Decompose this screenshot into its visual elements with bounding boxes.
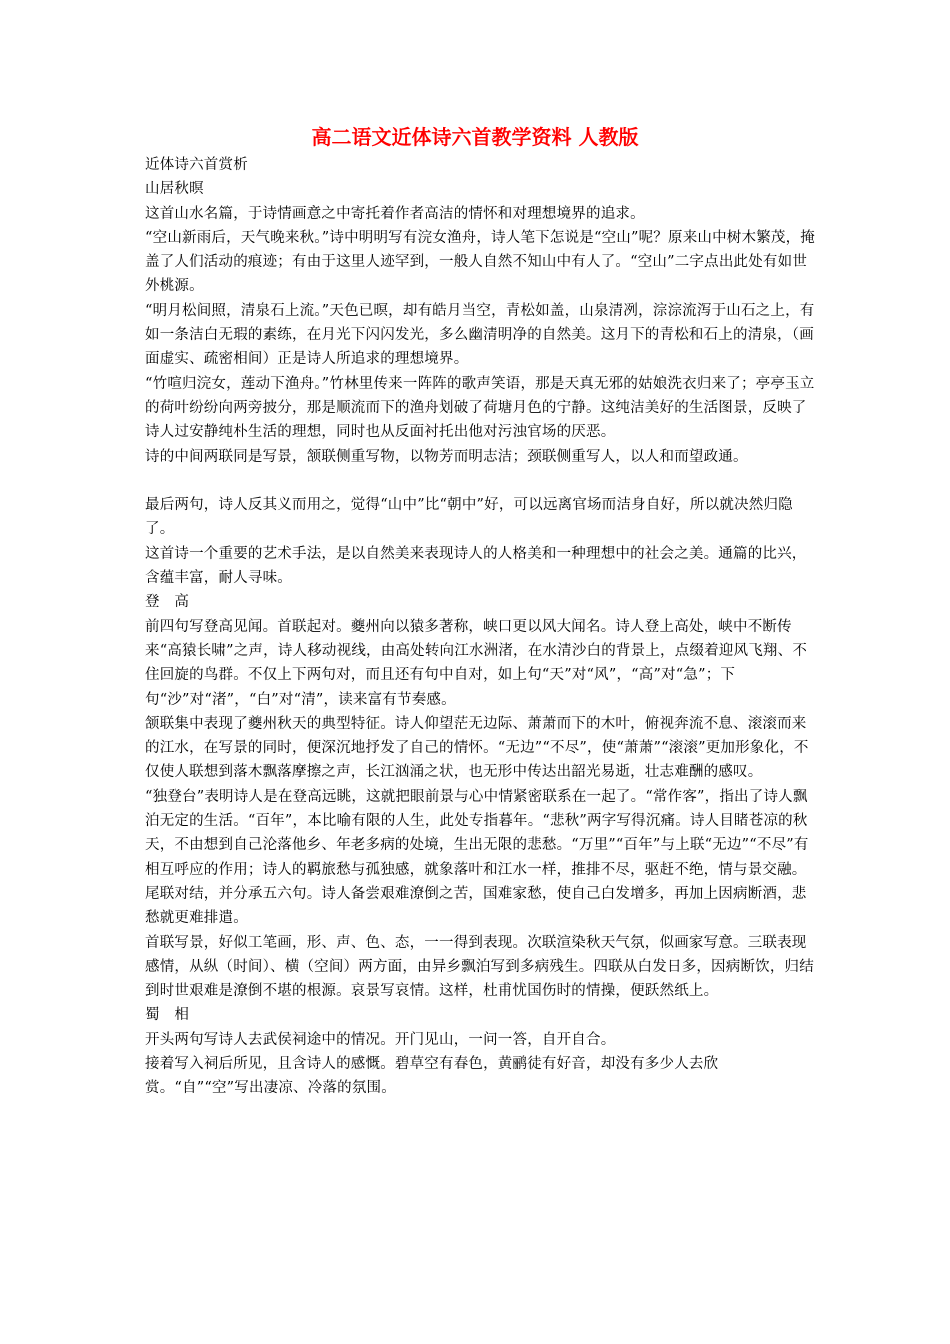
- paragraph: “竹喧归浣女，莲动下渔舟。”竹林里传来一阵阵的歌声笑语，那是天真无邪的姑娘洗衣归来了；亭亭玉立的荷叶纷纷向两旁披分，那是顺流而下的渔舟划破了荷塘月色的宁静。这纯洁美好的生活图景，反映了诗人过安静纯朴生活的理想，同时也从反面衬托出他对污浊官场的厌恶。: [145, 375, 815, 441]
- document-body: [145, 153, 815, 1101]
- paragraph: “明月松间照，清泉石上流。”天色已暝，却有皓月当空，青松如盖，山泉清冽，淙淙流泻于山石之上，有如一条洁白无瑕的素练，在月光下闪闪发光，多么幽清明净的自然美。这月下的青松和石上的清泉，（画面虚实、疏密相间）正是诗人所追求的理想境界。: [145, 302, 815, 368]
- paragraph: 尾联对结，并分承五六句。诗人备尝艰难潦倒之苦，国难家愁，使自己白发增多，再加上因病断酒，悲愁就更难排遣。: [145, 885, 807, 927]
- paragraph: “空山新雨后，天气晚来秋。”诗中明明写有浣女渔舟，诗人笔下怎说是“空山”呢？原来山中树木繁茂，掩盖了人们活动的痕迹；有由于这里人迹罕到，一般人自然不知山中有人了。“空山”二字点出此处有如世外桃源。: [145, 229, 815, 295]
- blank-line: [145, 469, 815, 493]
- paragraph: 颔联集中表现了夔州秋天的典型特征。诗人仰望茫无边际、萧萧而下的木叶，俯视奔流不息、滚滚而来的江水，在写景的同时，便深沉地抒发了自己的情怀。“无边”“不尽”，使“萧萧”“滚滚”更加形象化，不仅使人联想到落木飘落摩擦之声，长江汹涌之状，也无形中传达出韶光易逝，壮志难酬的感叹。: [145, 715, 809, 781]
- paragraph: 近体诗六首赏析: [145, 157, 248, 173]
- paragraph: 开头两句写诗人去武侯祠途中的情况。开门见山，一问一答，自开自合。: [145, 1031, 616, 1048]
- section-heading: 登 高: [145, 594, 190, 611]
- paragraph: 这首山水名篇，于诗情画意之中寄托着作者高洁的情怀和对理想境界的追求。: [145, 205, 645, 222]
- paragraph: 首联写景，好似工笔画，形、声、色、态，一一得到表现。次联渲染秋天气氛，似画家写意。三联表现感情，从纵（时间）、横（空间）两方面，由异乡飘泊写到多病残生。四联从白发日多，因病断饮，归结到时世艰难是潦倒不堪的根源。哀景写哀情。这样，杜甫忧国伤时的情操，便跃然纸上。: [145, 934, 814, 1000]
- paragraph: 山居秋暝: [145, 181, 204, 198]
- paragraph: 这首诗一个重要的艺术手法，是以自然美来表现诗人的人格美和一种理想中的社会之美。通篇的比兴，含蕴丰富，耐人寻味。: [145, 545, 807, 587]
- paragraph: 前四句写登高见闻。首联起对。夔州向以猿多著称，峡口更以风大闻名。诗人登上高处，峡中不断传来“高猿长啸”之声，诗人移动视线，由高处转向江水洲渚，在水清沙白的背景上，点缀着迎风飞翔、不住回旋的鸟群。不仅上下两句对，而且还有句中自对，如上句“天”对“风”，“高”对“急”；下句“沙”对“渚”，“白”对“清”，读来富有节奏感。: [145, 618, 808, 708]
- section-heading: 蜀 相: [145, 1007, 190, 1024]
- paragraph: 最后两句，诗人反其义而用之，觉得“山中”比“朝中”好，可以远离官场而洁身自好，所以就决然归隐了。: [145, 497, 793, 538]
- paragraph: “独登台”表明诗人是在登高远眺，这就把眼前景与心中情紧密联系在一起了。“常作客”，指出了诗人飘泊无定的生活。“百年”，本比喻有限的人生，此处专指暮年。“悲秋”两字写得沉痛。诗人目睹苍凉的秋天，不由想到自己沦落他乡、年老多病的处境，生出无限的悲愁。“万里”“百年”与上联“无边”“不尽”有相互呼应的作用；诗人的羁旅愁与孤独感，就象落叶和江水一样，推排不尽，驱赶不绝，情与景交融。: [145, 788, 809, 878]
- paragraph: 诗的中间两联同是写景，颔联侧重写物，以物芳而明志洁；颈联侧重写人，以人和而望政通。: [145, 448, 748, 465]
- document-title: 高二语文近体诗六首教学资料 人教版: [311, 125, 639, 149]
- paragraph: 接着写入祠后所见，且含诗人的感慨。碧草空有春色，黄鹂徒有好音，却没有多少人去欣赏。“自”“空”写出凄凉、冷落的氛围。: [145, 1055, 719, 1097]
